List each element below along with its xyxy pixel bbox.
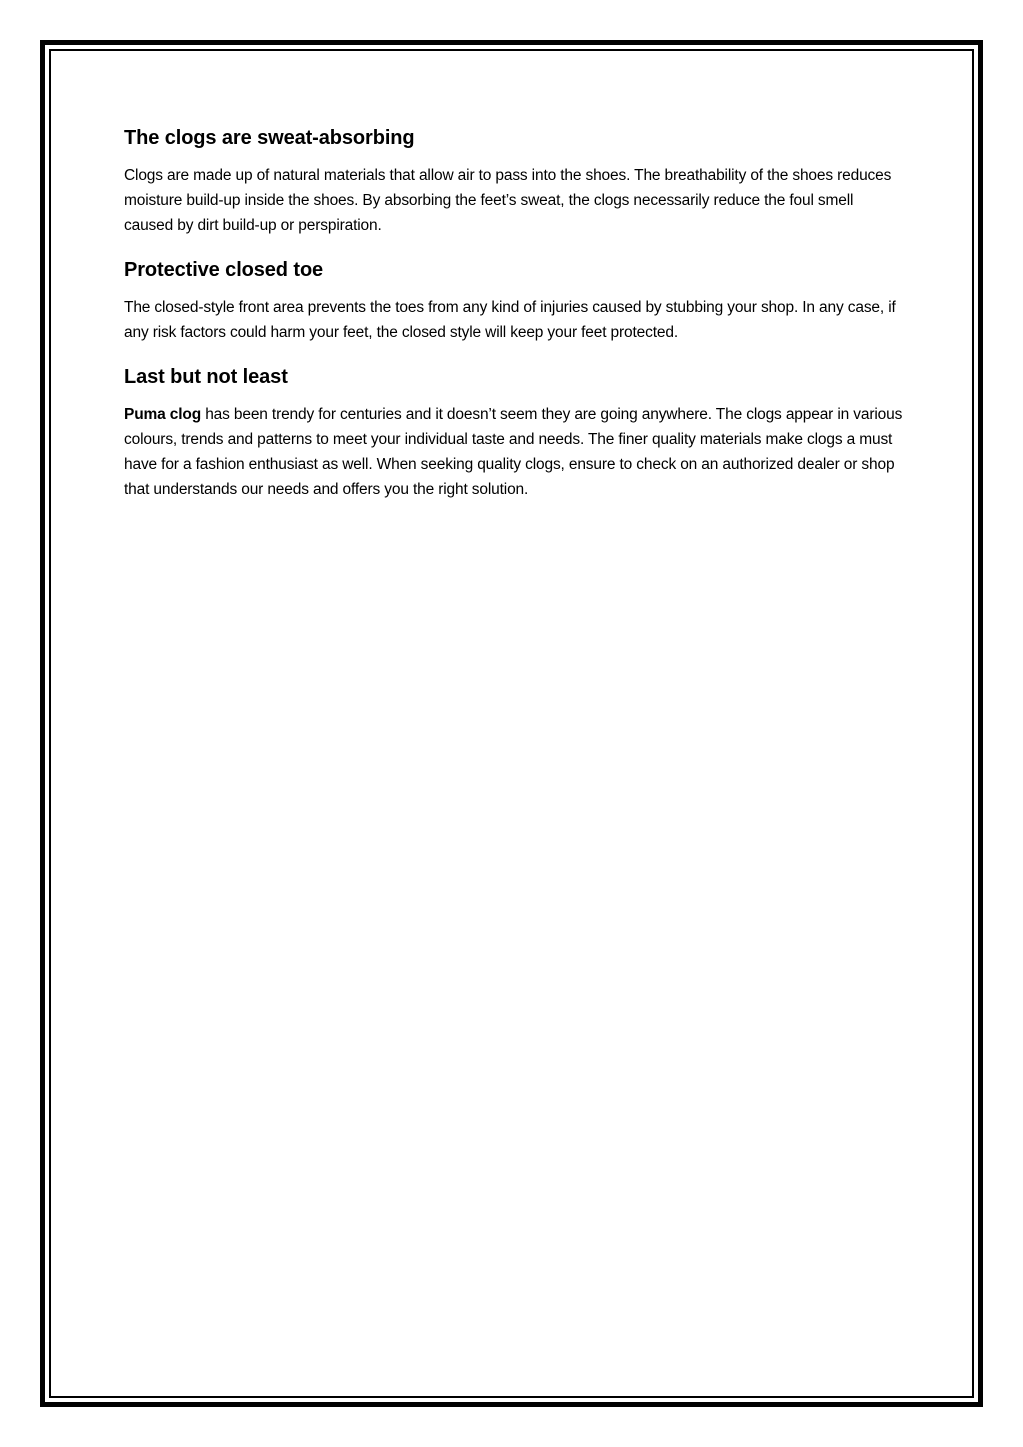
- section-paragraph: [124, 402, 904, 502]
- section-heading: Last but not least: [124, 366, 288, 388]
- document-content: [124, 123, 904, 519]
- section-last-but-not-least: [124, 362, 904, 502]
- paragraph-body-text: has been trendy for centuries and it doesn’t seem they are going anywhere. The clogs appear in various colours, trends and patterns to meet your individual taste and needs. The finer quality materials make clogs a must have for a fashion enthusiast as well. When seeking quality clogs, ensure to check on an authorized dealer or shop that understands our needs and offers you the right solution.: [124, 406, 903, 498]
- bold-lead-text: Puma clog: [124, 406, 202, 423]
- section-closed-toe: [124, 255, 904, 345]
- section-paragraph: The closed-style front area prevents the toes from any kind of injuries caused by stubbing your shop. In any case, if any risk factors could harm your feet, the closed style will keep your feet protected.: [124, 299, 896, 341]
- section-sweat-absorbing: [124, 123, 904, 238]
- section-paragraph: Clogs are made up of natural materials that allow air to pass into the shoes. The breathability of the shoes reduces moisture build-up inside the shoes. By absorbing the feet’s sweat, the clogs necessarily reduce the foul smell caused by dirt build-up or perspiration.: [124, 167, 892, 234]
- section-heading: Protective closed toe: [124, 259, 324, 281]
- section-heading: The clogs are sweat-absorbing: [124, 127, 415, 149]
